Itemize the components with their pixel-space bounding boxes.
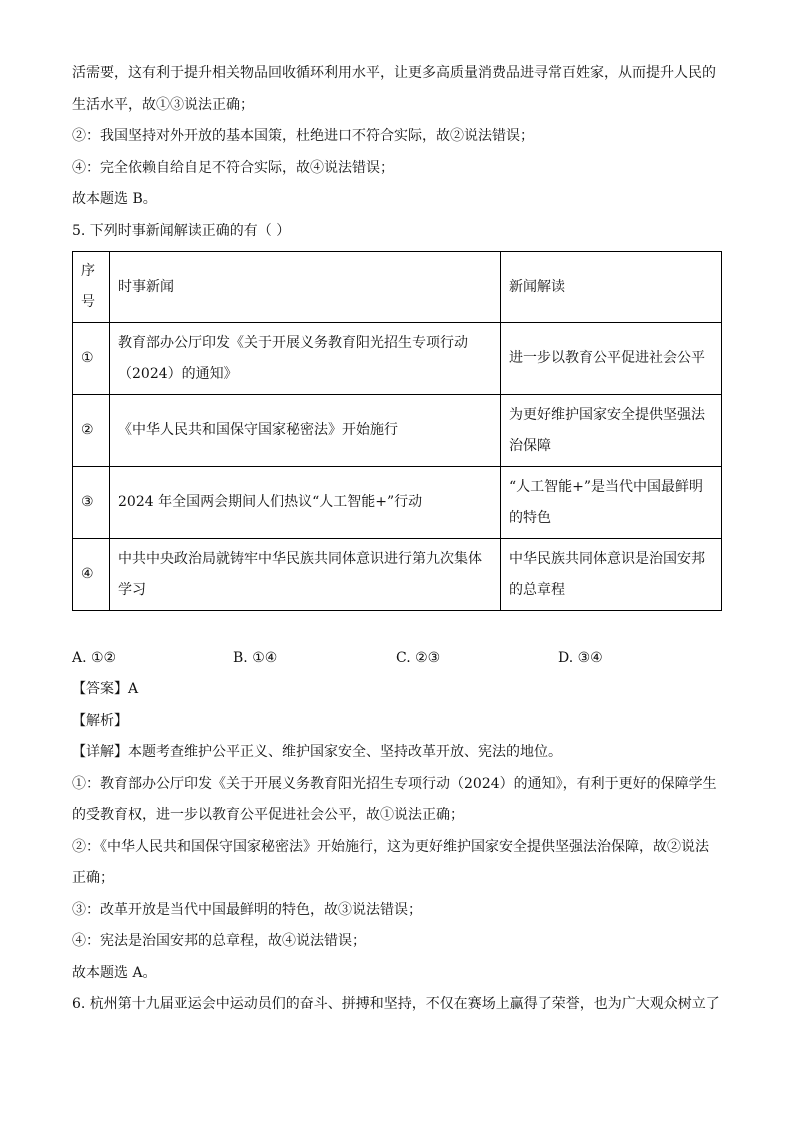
option-c: C. ②③ xyxy=(396,650,441,666)
news-table xyxy=(72,251,722,611)
text-line: 活需要，这有利于提升相关物品回收循环利用水平，让更多高质量消费品进寻常百姓家，从而提升人民的 xyxy=(72,65,716,81)
row-reading xyxy=(501,323,722,395)
reading-line: 治保障 xyxy=(509,437,551,454)
option-a: A. ①② xyxy=(72,650,117,666)
document-page xyxy=(72,58,722,1021)
detail-line: 【详解】本题考查维护公平正义、维护国家安全、坚持改革开放、宪法的地位。 xyxy=(72,744,562,760)
text-line: 故本题选 B。 xyxy=(72,191,157,207)
table-row xyxy=(73,395,722,467)
reading-line: “人工智能+”是当代中国最鲜明 xyxy=(509,478,704,495)
detail-line: 故本题选 A。 xyxy=(72,964,157,981)
detail-line: ①：教育部办公厅印发《关于开展义务教育阳光招生专项行动（2024）的通知》，有利于更好的保障学生 xyxy=(72,775,717,792)
header-cell-news: 时事新闻 xyxy=(110,252,501,323)
row-number: ③ xyxy=(73,467,110,539)
news-line: 2024 年全国两会期间人们热议“人工智能+”行动 xyxy=(118,494,423,510)
table-header-row xyxy=(73,252,722,323)
row-reading xyxy=(501,395,722,467)
table-row xyxy=(73,323,722,395)
header-cell-number xyxy=(73,252,110,323)
table-row xyxy=(73,539,722,611)
question-stem: 6. 杭州第十九届亚运会中运动员们的奋斗、拼搏和坚持，不仅在赛场上赢得了荣誉，也为广大观众树立了 xyxy=(72,996,720,1012)
row-reading xyxy=(501,539,722,611)
option-b: B. ①④ xyxy=(233,650,278,666)
question-stem: 5. 下列时事新闻解读正确的有（ ） xyxy=(72,222,291,239)
question-6 xyxy=(72,989,722,1021)
text-line: 生活水平，故①③说法正确； xyxy=(72,96,254,113)
detail-line: ③：改革开放是当代中国最鲜明的特色，故③说法错误； xyxy=(72,901,422,918)
reading-line: 进一步以教育公平促进社会公平 xyxy=(509,350,705,366)
row-number: ② xyxy=(73,395,110,467)
detail-line: ②：《中华人民共和国保守国家秘密法》开始施行，这为更好维护国家安全提供坚强法治保障，故②说法 xyxy=(72,838,709,855)
detail-line: ④：宪法是治国安邦的总章程，故④说法错误； xyxy=(72,933,366,949)
row-reading xyxy=(501,467,722,539)
detail-line: 的受教育权，进一步以教育公平促进社会公平，故①说法正确； xyxy=(72,807,464,823)
reading-line: 中华民族共同体意识是治国安邦 xyxy=(509,550,705,567)
analysis-label: 【解析】 xyxy=(72,712,128,729)
row-news xyxy=(110,323,501,395)
reading-line: 为更好维护国家安全提供坚强法 xyxy=(509,406,705,423)
header-number-line1: 序 xyxy=(81,263,95,279)
news-line: 《中华人民共和国保守国家秘密法》开始施行 xyxy=(118,422,398,438)
news-line: 中共中央政治局就铸牢中华民族共同体意识进行第九次集体 xyxy=(118,550,482,567)
row-number: ④ xyxy=(73,539,110,611)
reading-line: 的总章程 xyxy=(509,581,565,598)
text-line: ④：完全依赖自给自足不符合实际，故④说法错误； xyxy=(72,159,394,176)
row-news xyxy=(110,467,501,539)
row-news xyxy=(110,539,501,611)
text-line: ②：我国坚持对外开放的基本国策，杜绝进口不符合实际，故②说法错误； xyxy=(72,128,534,144)
answer-line: 【答案】A xyxy=(72,681,139,697)
news-line: 教育部办公厅印发《关于开展义务教育阳光招生专项行动 xyxy=(118,334,468,351)
row-number: ① xyxy=(73,323,110,395)
header-cell-reading: 新闻解读 xyxy=(501,252,722,323)
header-number-line2: 号 xyxy=(81,294,95,310)
news-line: 学习 xyxy=(118,581,146,598)
option-d: D. ③④ xyxy=(558,650,603,666)
table-row xyxy=(73,467,722,539)
answer-options xyxy=(72,643,722,674)
row-news xyxy=(110,395,501,467)
detail-line: 正确； xyxy=(72,870,114,886)
question-5 xyxy=(72,216,722,990)
news-line: （2024）的通知》 xyxy=(118,365,238,382)
reading-line: 的特色 xyxy=(509,509,551,526)
prev-question-analysis xyxy=(72,58,722,216)
